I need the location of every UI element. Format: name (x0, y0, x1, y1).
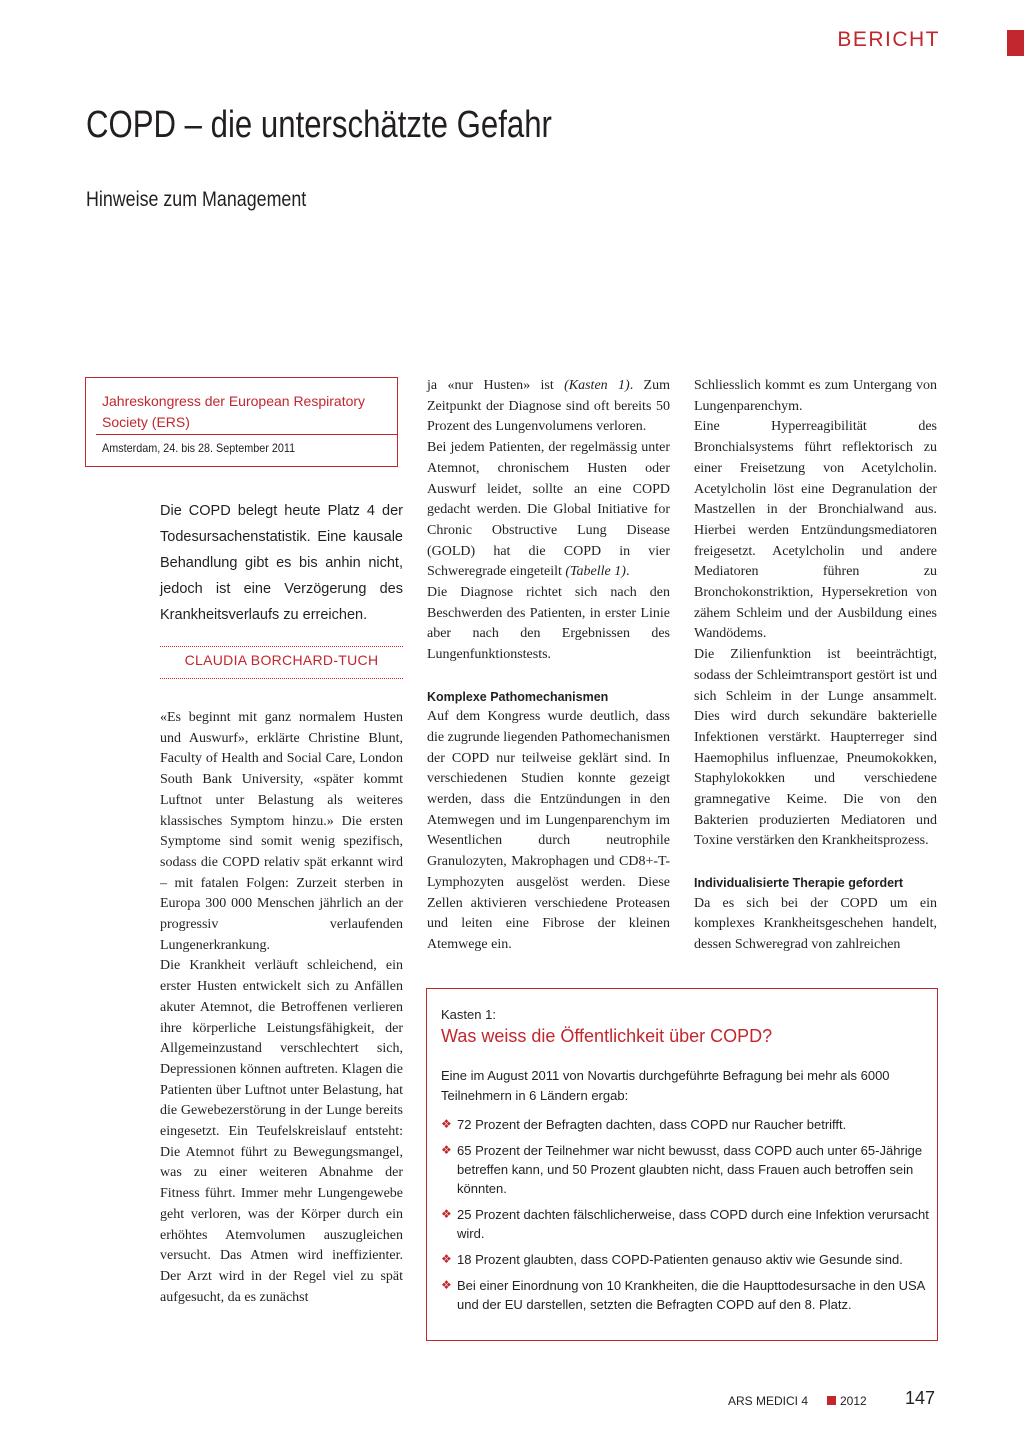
event-date: Amsterdam, 24. bis 28. September 2011 (102, 441, 296, 455)
body-paragraph: «Es beginnt mit ganz normalem Husten und Auswurf», erklärte Christine Blunt, Faculty of Health and Social Care, London South Bank University, «später kommt Luftnot unter Belastung als weiteres klassisches Symptom hinzu.» Die ersten Symptome sind somit wenig spezifisch, sodass die COPD relativ spät erkannt wird – mit fatalen Folgen: Zurzeit sterben in Europa 300 000 Menschen jährlich an der progressiv verlaufenden Lungenerkrankung. (160, 710, 403, 953)
body-paragraph: Auf dem Kongress wurde deutlich, dass die zugrunde liegenden Pathomechanismen der COPD nur teilweise geklärt sind. In verschiedenen Studien konnte gezeigt werden, dass die Entzündungen in den Atemwegen und im Lungenparenchym im Wesentlichen durch neutrophile Granulozyten, Makrophagen und CD8+-T-Lymphozyten ausgelöst werden. Diese Zellen aktivieren verschiedene Proteasen und leiten eine Fibrose der kleinen Atemwege ein. (427, 709, 670, 952)
list-item-text: 65 Prozent der Teilnehmer war nicht bewusst, dass COPD auch unter 65-Jährige betreffen kann, und 50 Prozent glaubten nicht, dass Frauen auch betroffen sein könnten. (457, 1143, 923, 1196)
body-text: ja «nur Husten» ist (427, 378, 565, 393)
author-divider-top (160, 646, 403, 647)
body-text: . Zum Zeitpunkt der Diagnose sind oft bereits 50 Prozent des Lungenvolumens verloren. (427, 378, 670, 435)
body-paragraph (427, 376, 670, 438)
body-paragraph: Die Zilienfunktion ist beeinträchtigt, sodass der Schleimtransport gestört ist und sich Schleim in der Lunge ansammelt. Dies wird durch sekundäre bakterielle Infektionen verstärkt. Haupterreger sind Haemophilus influenzae, Pneumokokken, Staphylokokken und verschiedene gramnegative Keime. Die von den Bakterien produzierten Mediatoren und Toxine verstärken den Krankheitsprozess. (694, 647, 937, 849)
diamond-bullet-icon: ❖ (441, 1117, 452, 1131)
info-box-kasten-1 (426, 988, 938, 1341)
footer-year: 2012 (840, 1394, 867, 1408)
table-reference: (Tabelle 1) (565, 564, 626, 580)
event-name: Jahreskongress der European Respiratory Society (ERS) (102, 393, 366, 430)
body-column-1 (160, 708, 403, 1308)
body-column-3 (694, 376, 937, 956)
body-text: Bei jedem Patienten, der regelmässig unter Atemnot, chronischem Husten oder Auswurf leidet, sollte an eine COPD gedacht werden. Die Global Initiative for Chronic Obstructive Lung Disease (GOLD) hat die COPD in vier Schweregrade eingeteilt (427, 440, 670, 580)
page-number: 147 (905, 1388, 936, 1408)
body-paragraph (427, 438, 670, 583)
body-column-2 (427, 376, 670, 956)
box-intro: Eine im August 2011 von Novartis durchgeführte Befragung bei mehr als 6000 Teilnehmern in 6 Ländern ergab: (441, 1068, 890, 1103)
author-divider-bottom (160, 678, 403, 679)
footer-separator-square (827, 1396, 836, 1405)
list-item (441, 1205, 933, 1243)
body-text: . (625, 564, 630, 580)
article-title: COPD – die unterschätzte Gefahr (86, 104, 552, 146)
lead-paragraph: Die COPD belegt heute Platz 4 der Todesursachenstatistik. Eine kausale Behandlung gibt es bis anhin nicht, jedoch ist eine Verzögerung des Krankheitsverlaufs zu erreichen. (160, 503, 403, 623)
body-paragraph: Schliesslich kommt es zum Untergang von Lungenparenchym. (694, 378, 937, 414)
author-name: CLAUDIA BORCHARD-TUCH (184, 652, 379, 668)
list-item (441, 1141, 933, 1198)
box-bullet-list (441, 1115, 933, 1321)
list-item (441, 1250, 933, 1269)
corner-accent-block (1007, 30, 1024, 56)
section-heading: Komplexe Pathomechanismen (427, 689, 609, 704)
diamond-bullet-icon: ❖ (441, 1252, 452, 1266)
footer-journal-name: ARS MEDICI 4 (728, 1394, 809, 1408)
body-paragraph: Eine Hyperreagibilität des Bronchialsystems führt reflektorisch zu einer Freisetzung von Acetylcholin. Acetylcholin löst eine Degranulation der Mastzellen in der Bronchialwand aus. Hierbei werden Entzündungsmediatoren freigesetzt. Acetylcholin und andere Mediatoren führen zu Bronchokonstriktion, Hypersekretion von zähem Schleim und der Ausbildung eines Wandödems. (694, 419, 937, 642)
section-tag: BERICHT (837, 28, 940, 51)
box-label: Kasten 1: (441, 1007, 496, 1022)
list-item-text: 18 Prozent glaubten, dass COPD-Patienten genauso aktiv wie Gesunde sind. (457, 1252, 903, 1267)
list-item-text: 25 Prozent dachten fälschlicherweise, dass COPD durch eine Infektion verursacht wird. (457, 1207, 929, 1241)
article-subtitle: Hinweise zum Management (86, 188, 307, 211)
diamond-bullet-icon: ❖ (441, 1207, 452, 1221)
diamond-bullet-icon: ❖ (441, 1278, 452, 1292)
section-heading: Individualisierte Therapie gefordert (694, 875, 904, 890)
body-paragraph: Die Krankheit verläuft schleichend, ein erster Husten entwickelt sich zu Anfällen akuter Atemnot, die Betroffenen verlieren ihre körperliche Leistungsfähigkeit, der Allgemeinzustand verschlechtert sich, Depressionen können auftreten. Klagen die Patienten über Luftnot unter Belastung, hat die Gewebezerstörung in der Lunge bereits eingesetzt. Ein Teufelskreislauf entsteht: Die Atemnot führt zu Bewegungsmangel, was zu einer weiteren Abnahme der Fitness führt. Immer mehr Lungengewebe geht verloren, was der Körper durch ein erhöhtes Atemvolumen auszugleichen versucht. Das Atmen wird ineffizienter. Der Arzt wird in der Regel viel zu spät aufgesucht, da es zunächst (160, 958, 403, 1305)
list-item (441, 1115, 933, 1134)
event-info-box (85, 377, 398, 467)
list-item-text: 72 Prozent der Befragten dachten, dass COPD nur Raucher betrifft. (457, 1117, 847, 1132)
body-paragraph: Da es sich bei der COPD um ein komplexes Krankheitsgeschehen handelt, dessen Schweregrad von zahlreichen (694, 895, 937, 952)
diamond-bullet-icon: ❖ (441, 1143, 452, 1157)
body-paragraph: Die Diagnose richtet sich nach den Beschwerden des Patienten, in erster Linie aber nach den Ergebnissen des Lungenfunktionstests. (427, 585, 670, 663)
list-item-text: Bei einer Einordnung von 10 Krankheiten, die die Haupttodesursache in den USA und der EU darstellen, setzten die Befragten COPD auf den 8. Platz. (457, 1278, 925, 1312)
event-divider (96, 434, 398, 435)
box-reference: (Kasten 1) (564, 378, 630, 393)
box-title: Was weiss die Öffentlichkeit über COPD? (441, 1026, 773, 1046)
list-item (441, 1276, 933, 1314)
